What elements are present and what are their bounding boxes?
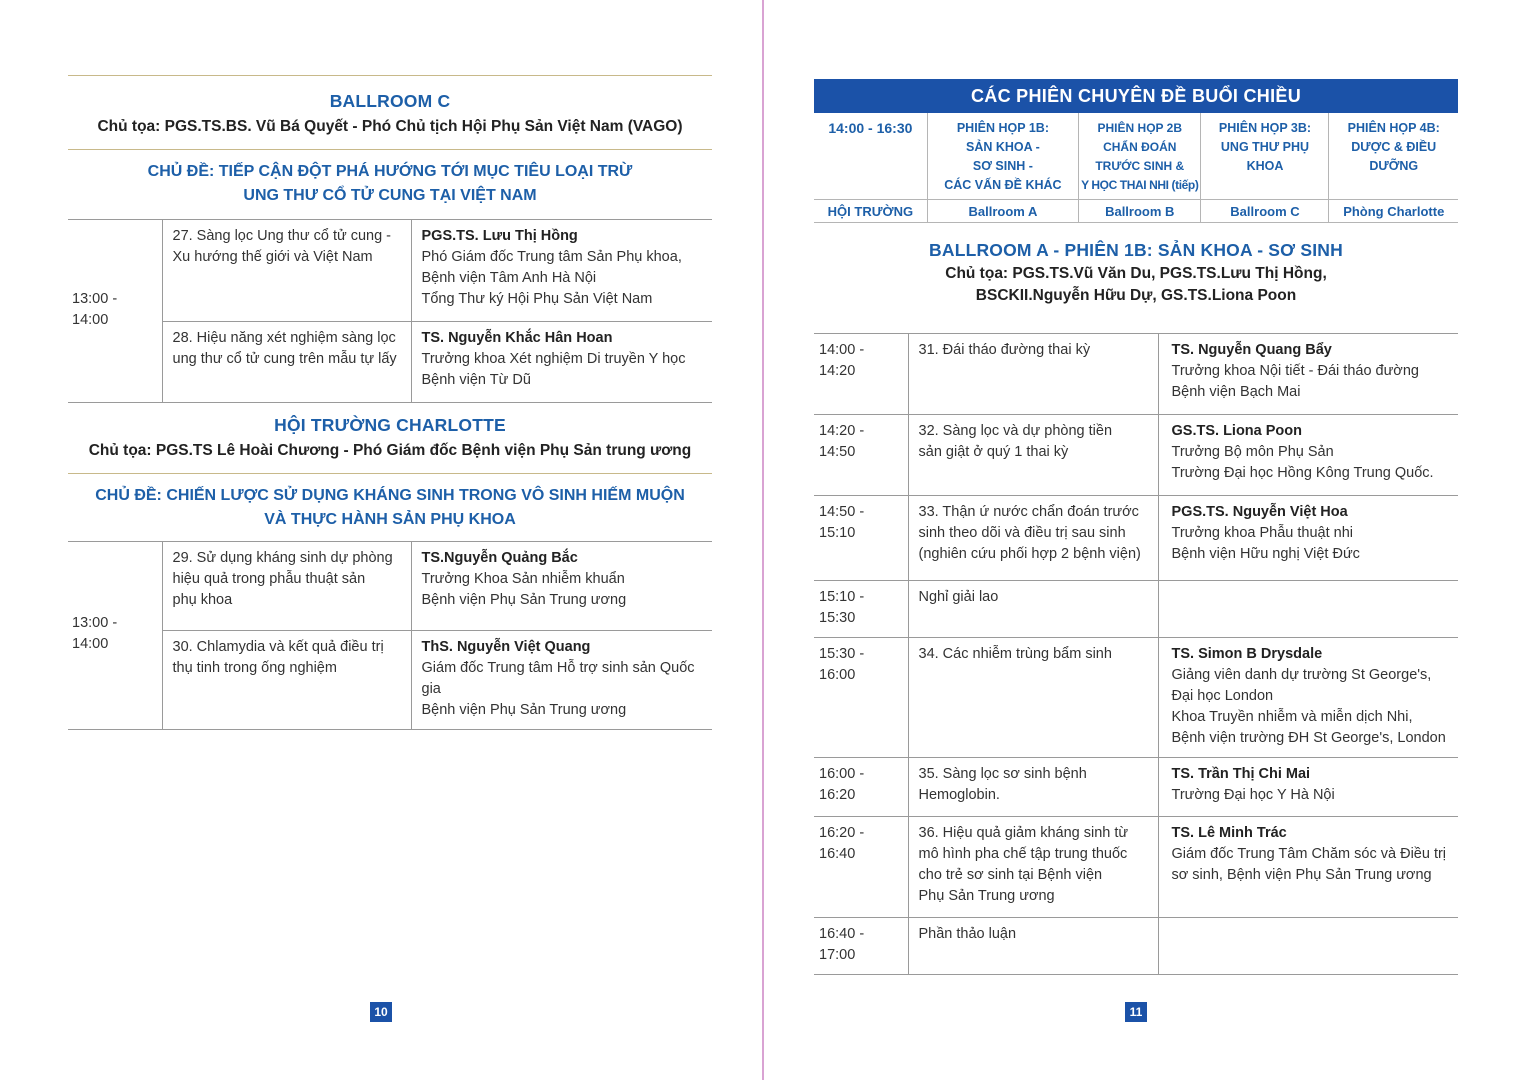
hall-name: Ballroom A [927, 200, 1078, 223]
session-line: PHIÊN HỌP 1B: [956, 121, 1049, 135]
session-line: PHIÊN HỌP 4B: [1347, 121, 1440, 135]
topic-line: Nghỉ giải lao [918, 588, 999, 605]
topic-line: 36. Hiệu quả giảm kháng sinh từ [918, 824, 1129, 841]
speaker-detail: Khoa Truyền nhiễm và miễn dịch Nhi, [1171, 708, 1413, 725]
speaker-cell [1158, 414, 1458, 495]
table-row [814, 334, 1458, 414]
session-line: UNG THƯ PHỤ KHOA [1220, 140, 1310, 173]
speaker-name: GS.TS. Liona Poon [1171, 422, 1302, 439]
time-cell: 13:00 - 14:00 [68, 542, 162, 729]
hall-name: Phòng Charlotte [1329, 200, 1458, 223]
topic-line: Phần thảo luận [918, 925, 1017, 942]
speaker-detail: Giám đốc Trung Tâm Chăm sóc và Điều trị [1171, 845, 1447, 862]
speaker-cell [1158, 495, 1458, 580]
topic-cell [908, 816, 1158, 917]
section-hoi-truong-charlotte [68, 415, 712, 730]
session-2b [1079, 113, 1201, 200]
speaker-detail: Đại học London [1171, 687, 1274, 704]
topic-cell [908, 757, 1158, 816]
topic-cell [908, 414, 1158, 495]
topic-line: 28. Hiệu năng xét nghiệm sàng lọc [172, 329, 396, 346]
section-ballroom-c [68, 75, 712, 403]
speaker-name: TS. Lê Minh Trác [1171, 824, 1287, 841]
speaker-detail: Trưởng khoa Phẫu thuật nhi [1171, 524, 1354, 541]
topic-line: 32. Sàng lọc và dự phòng tiền [918, 422, 1113, 439]
theme-line: CHỦ ĐỀ: CHIẾN LƯỢC SỬ DỤNG KHÁNG SINH TRONG VÔ SINH HIẾM MUỘN [95, 487, 685, 504]
table-row [68, 321, 712, 402]
speaker-name: ThS. Nguyễn Việt Quang [421, 638, 591, 655]
table-row [814, 637, 1458, 757]
time-cell: 15:30 - 16:00 [814, 637, 908, 757]
topic-cell [908, 334, 1158, 414]
hall-title: HỘI TRƯỜNG CHARLOTTE [274, 415, 506, 435]
halls-row [814, 200, 1458, 223]
right-page [764, 0, 1527, 1080]
topic-line: 27. Sàng lọc Ung thư cổ tử cung - [172, 228, 392, 244]
sessions-table [814, 113, 1458, 223]
hall-title: BALLROOM C [329, 91, 451, 111]
session-line: Y HỌC THAI NHI (tiếp) [1081, 178, 1199, 192]
speaker-detail: Bệnh viện Tâm Anh Hà Nội [421, 270, 597, 286]
speaker-detail: Trưởng Bộ môn Phụ Sản [1171, 443, 1334, 460]
topic-cell [908, 917, 1158, 974]
theme-title [68, 160, 712, 208]
speaker-detail: Trưởng khoa Xét nghiệm Di truyền Y học [421, 350, 686, 367]
speaker-cell [411, 542, 712, 630]
time-cell: 14:20 - 14:50 [814, 414, 908, 495]
speaker-detail: sơ sinh, Bệnh viện Phụ Sản Trung ương [1171, 866, 1432, 883]
speaker-detail: Bệnh viện Phụ Sản Trung ương [421, 701, 627, 718]
session-3b [1201, 113, 1329, 200]
time-cell: 14:50 - 15:10 [814, 495, 908, 580]
topic-line: sản giật ở quý 1 thai kỳ [918, 443, 1069, 460]
table-row [68, 220, 712, 321]
left-page [0, 0, 763, 1080]
speaker-name: TS.Nguyễn Quảng Bắc [421, 550, 578, 566]
session-time: 14:00 - 16:30 [828, 120, 913, 136]
ballroom-a-schedule [814, 333, 1458, 975]
speaker-name: TS. Trần Thị Chi Mai [1171, 765, 1311, 782]
speaker-detail: Trưởng Khoa Sản nhiễm khuẩn [421, 571, 625, 587]
schedule-table [68, 220, 712, 403]
topic-line: sinh theo dõi và điều trị sau sinh [918, 524, 1126, 541]
session-line: TRƯỚC SINH & [1095, 159, 1185, 173]
speaker-cell [411, 630, 712, 729]
speaker-detail: Trường Đại học Hồng Kông Trung Quốc. [1171, 464, 1434, 481]
session-line: SẢN KHOA - [965, 140, 1040, 154]
speaker-detail: Trường Đại học Y Hà Nội [1171, 786, 1335, 803]
section-ballroom-a [814, 240, 1458, 305]
chair-line: Chủ tọa: PGS.TS.BS. Vũ Bá Quyết - Phó Chủ tịch Hội Phụ Sản Việt Nam (VAGO) [97, 118, 683, 135]
topic-line: (nghiên cứu phối hợp 2 bệnh viện) [918, 545, 1141, 562]
topic-line: Xu hướng thế giới và Việt Nam [172, 249, 373, 265]
time-cell: 16:00 - 16:20 [814, 757, 908, 816]
schedule-table [814, 334, 1458, 975]
session-line: PHIÊN HỌP 2B [1097, 121, 1182, 135]
topic-line: 34. Các nhiễm trùng bẩm sinh [918, 645, 1112, 662]
chair-line: Chủ tọa: PGS.TS.Vũ Văn Du, PGS.TS.Lưu Thị Hồng, [945, 265, 1327, 282]
topic-cell [908, 495, 1158, 580]
divider [68, 149, 712, 150]
time-cell: 16:40 - 17:00 [814, 917, 908, 974]
topic-line: 33. Thận ứ nước chẩn đoán trước [918, 503, 1139, 520]
topic-cell [162, 321, 411, 402]
speaker-name: PGS.TS. Nguyễn Việt Hoa [1171, 503, 1348, 520]
chair-line: BSCKII.Nguyễn Hữu Dự, GS.TS.Liona Poon [975, 287, 1297, 304]
time-cell: 15:10 - 15:30 [814, 580, 908, 637]
page-number: 11 [1125, 1002, 1147, 1022]
section-title: BALLROOM A - PHIÊN 1B: SẢN KHOA - SƠ SINH [929, 240, 1343, 260]
theme-title [68, 484, 712, 532]
speaker-detail: Bệnh viện Bạch Mai [1171, 384, 1301, 400]
speaker-detail: Bệnh viện Phụ Sản Trung ương [421, 592, 627, 608]
speaker-name: TS. Simon B Drysdale [1171, 645, 1323, 662]
speaker-cell [1158, 917, 1458, 974]
topic-cell [162, 542, 411, 630]
topic-line: ung thư cổ tử cung trên mẫu tự lấy [172, 350, 397, 367]
speaker-detail: Giảng viên danh dự trường St George's, [1171, 666, 1432, 683]
topic-line: cho trẻ sơ sinh tại Bệnh viện [918, 866, 1103, 883]
table-row [68, 542, 712, 630]
session-line: CHẨN ĐOÁN [1103, 140, 1177, 154]
sessions-row [814, 113, 1458, 200]
topic-line: 29. Sử dụng kháng sinh dự phòng [172, 550, 393, 566]
speaker-detail: Giám đốc Trung tâm Hỗ trợ sinh sản Quốc gia [421, 659, 695, 697]
speaker-cell [411, 321, 712, 402]
chair-line: Chủ tọa: PGS.TS Lê Hoài Chương - Phó Giám đốc Bệnh viện Phụ Sản trung ương [88, 442, 692, 459]
sessions-banner: CÁC PHIÊN CHUYÊN ĐỀ BUỔI CHIỀU [814, 79, 1458, 113]
speaker-cell [1158, 334, 1458, 414]
session-1b [927, 113, 1078, 200]
topic-line: Phụ Sản Trung ương [918, 887, 1055, 904]
topic-line: phụ khoa [172, 592, 233, 608]
speaker-name: TS. Nguyễn Khắc Hân Hoan [421, 329, 613, 346]
topic-line: Hemoglobin. [918, 786, 1000, 803]
session-line: SƠ SINH - [972, 159, 1033, 173]
page-number: 10 [370, 1002, 392, 1022]
speaker-detail: Trưởng khoa Nội tiết - Đái tháo đường [1171, 363, 1419, 379]
table-row [68, 630, 712, 729]
theme-line: CHỦ ĐỀ: TIẾP CẬN ĐỘT PHÁ HƯỚNG TỚI MỤC TIÊU LOẠI TRỪ [147, 163, 633, 180]
speaker-cell [1158, 637, 1458, 757]
time-cell: 14:00 - 14:20 [814, 334, 908, 414]
hall-name: Ballroom C [1201, 200, 1329, 223]
topic-cell [162, 220, 411, 321]
table-row [814, 495, 1458, 580]
table-row [814, 580, 1458, 637]
session-line: CÁC VẤN ĐỀ KHÁC [944, 178, 1062, 192]
theme-line: VÀ THỰC HÀNH SẢN PHỤ KHOA [264, 511, 516, 528]
topic-cell [162, 630, 411, 729]
table-row [814, 414, 1458, 495]
speaker-detail: Bệnh viện Hữu nghị Việt Đức [1171, 545, 1360, 562]
speaker-name: TS. Nguyễn Quang Bẩy [1171, 342, 1332, 358]
topic-line: 35. Sàng lọc sơ sinh bệnh [918, 765, 1087, 782]
topic-line: hiệu quả trong phẫu thuật sản [172, 571, 366, 587]
table-row [814, 757, 1458, 816]
time-cell: 13:00 - 14:00 [68, 220, 162, 402]
speaker-detail: Bệnh viện trường ĐH St George's, London [1171, 729, 1446, 746]
speaker-detail: Tổng Thư ký Hội Phụ Sản Việt Nam [421, 291, 653, 307]
speaker-cell [411, 220, 712, 321]
time-cell: 16:20 - 16:40 [814, 816, 908, 917]
schedule-table [68, 542, 712, 730]
hall-name: Ballroom B [1079, 200, 1201, 223]
speaker-detail: Phó Giám đốc Trung tâm Sản Phụ khoa, [421, 249, 682, 265]
table-row [814, 816, 1458, 917]
speaker-cell [1158, 816, 1458, 917]
speaker-detail: Bệnh viện Từ Dũ [421, 371, 531, 388]
sessions-overview [814, 79, 1458, 223]
hall-label: HỘI TRƯỜNG [814, 200, 927, 223]
divider [68, 473, 712, 474]
topic-line: mô hình pha chế tập trung thuốc [918, 845, 1128, 862]
topic-line: 30. Chlamydia và kết quả điều trị [172, 638, 384, 655]
speaker-name: PGS.TS. Lưu Thị Hồng [421, 228, 578, 244]
session-line: PHIÊN HỌP 3B: [1218, 121, 1312, 135]
topic-line: thụ tinh trong ống nghiệm [172, 659, 337, 676]
topic-cell [908, 637, 1158, 757]
session-line: DƯỢC & ĐIỀU DƯỠNG [1351, 140, 1437, 173]
table-row [814, 917, 1458, 974]
topic-cell [908, 580, 1158, 637]
theme-line: UNG THƯ CỔ TỬ CUNG TẠI VIỆT NAM [243, 187, 537, 204]
divider [68, 75, 712, 76]
session-4b [1329, 113, 1458, 200]
speaker-cell [1158, 580, 1458, 637]
speaker-cell [1158, 757, 1458, 816]
topic-line: 31. Đái tháo đường thai kỳ [918, 342, 1091, 358]
